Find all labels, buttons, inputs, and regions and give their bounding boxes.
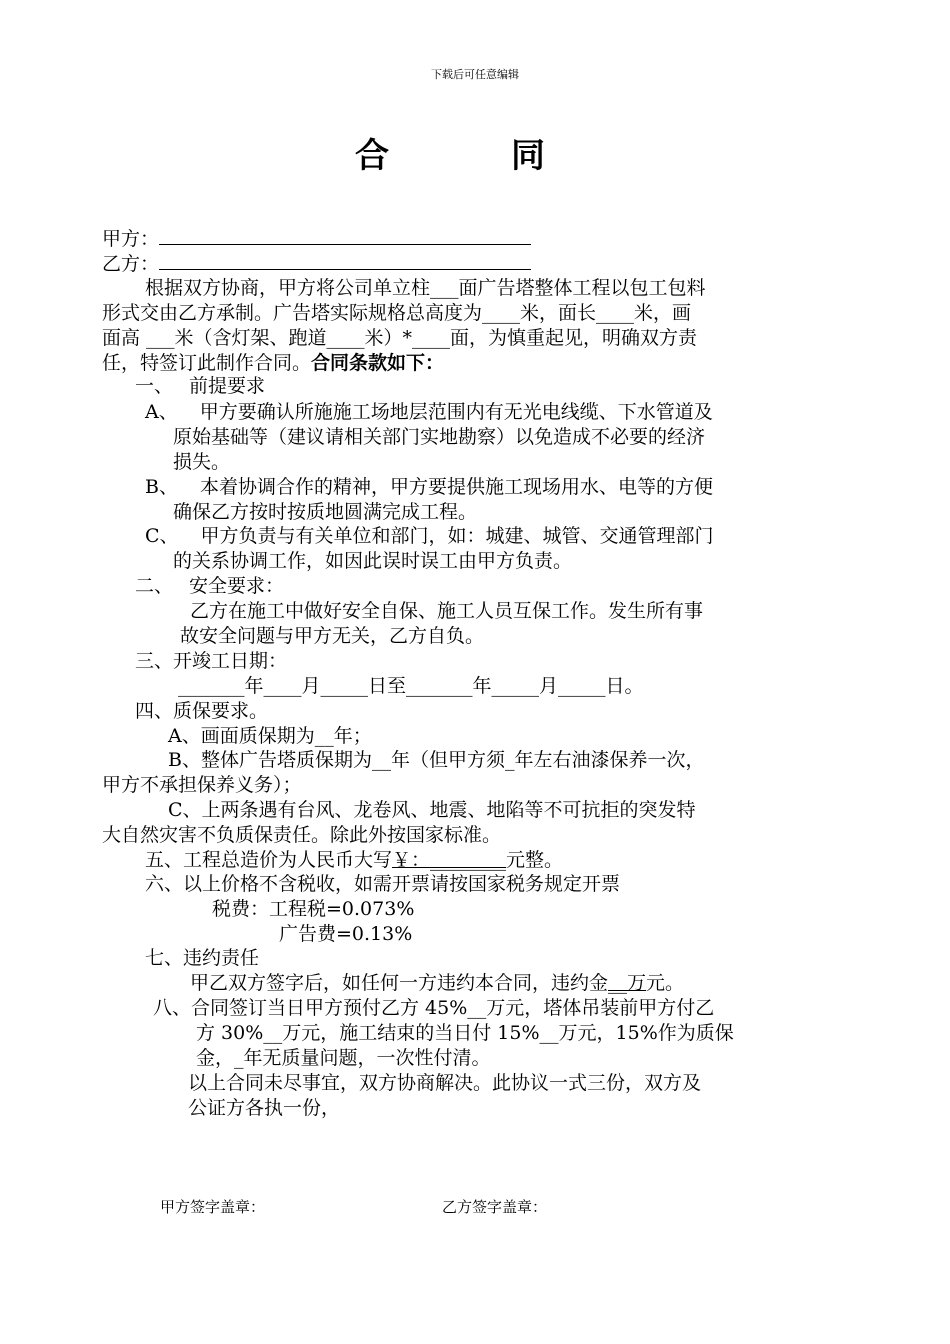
party-b-blank <box>159 251 531 270</box>
item-c-text-1: 甲方负责与有关单位和部门，如：城建、城管、交通管理部门 <box>200 525 714 547</box>
total-price-amount: ￥：________ <box>392 849 507 871</box>
intro-line-4 <box>102 351 444 376</box>
payment-line-1: 八、合同签订当日甲方预付乙方 45%__万元，塔体吊装前甲方付乙 <box>153 997 715 1019</box>
party-b-signature-label: 乙方签字盖章： <box>442 1198 548 1216</box>
penalty-text: 甲乙双方签字后，如任何一方违约本合同，违约金 <box>190 972 609 994</box>
section-1-heading <box>135 374 265 399</box>
section-7-heading: 七、违约责任 <box>145 947 260 969</box>
item-b-line-2: 确保乙方按时按质地圆满完成工程。 <box>173 501 478 523</box>
section-1-number: 一、 <box>135 375 174 397</box>
warranty-a: A、画面质保期为__年； <box>168 725 372 747</box>
warranty-c-line-2: 大自然灾害不负质保责任。除此外按国家标准。 <box>102 824 502 846</box>
intro-line-1: 根据双方协商，甲方将公司单立柱___面广告塔整体工程以包工包料 <box>145 277 706 299</box>
document-title <box>355 128 545 177</box>
closing-line-2: 公证方各执一份， <box>188 1097 341 1119</box>
party-a-blank <box>159 226 531 245</box>
penalty-amount: __万 <box>608 972 647 994</box>
payment-line-3: 金，_年无质量问题，一次性付清。 <box>196 1047 491 1069</box>
party-a-signature-label: 甲方签字盖章： <box>160 1198 266 1216</box>
section-2-line-2: 故安全问题与甲方无关，乙方自负。 <box>180 625 485 647</box>
penalty-line <box>190 971 684 996</box>
total-price-suffix: 元整。 <box>506 849 564 871</box>
item-a-line-3: 损失。 <box>173 451 231 473</box>
section-4-heading: 四、质保要求。 <box>135 700 269 722</box>
section-2-line-1: 乙方在施工中做好安全自保、施工人员互保工作。发生所有事 <box>190 600 704 622</box>
title-char-2: 同 <box>511 136 545 176</box>
party-a-label: 甲方： <box>102 228 160 250</box>
item-a-text-1: 甲方要确认所施施工场地层范围内有无光电线缆、下水管道及 <box>199 401 713 423</box>
header-note: 下载后可任意编辑 <box>431 68 519 81</box>
payment-line-2: 方 30%__万元，施工结束的当日付 15%__万元，15%作为质保 <box>196 1022 734 1044</box>
terms-heading: 合同条款如下： <box>311 352 445 374</box>
intro-line-3: 面高 ___米（含灯架、跑道____米）*____面，为慎重起见，明确双方责 <box>102 327 698 349</box>
total-price-text: 五、工程总造价为人民币大写 <box>145 849 393 871</box>
item-b-text-1: 本着协调合作的精神，甲方要提供施工现场用水、电等的方便 <box>199 476 713 498</box>
section-5-line <box>145 848 563 873</box>
party-a-line <box>102 226 531 252</box>
date-range-line: _______年____月_____日至_______年_____月_____日。 <box>178 675 644 697</box>
section-1-title: 前提要求 <box>189 375 266 397</box>
section-2-title: 安全要求： <box>189 575 285 597</box>
item-c-line-1 <box>145 524 714 549</box>
item-c-number: C、 <box>145 525 179 547</box>
warranty-c-line-1: C、上两条遇有台风、龙卷风、地震、地陷等不可抗拒的突发特 <box>168 799 696 821</box>
item-a-number: A、 <box>145 401 178 423</box>
item-b-number: B、 <box>145 476 178 498</box>
tax-rate-line: 税费：工程税=0.073% <box>212 898 415 920</box>
item-c-line-2: 的关系协调工作，如因此误时误工由甲方负责。 <box>173 550 573 572</box>
warranty-b-line-1: B、整体广告塔质保期为__年（但甲方须_年左右油漆保养一次， <box>168 749 705 771</box>
section-2-number: 二、 <box>135 575 174 597</box>
intro-line-2: 形式交由乙方承制。广告塔实际规格总高度为____米，面长____米，画 <box>102 302 692 324</box>
closing-line-1: 以上合同未尽事宜，双方协商解决。此协议一式三份，双方及 <box>188 1072 702 1094</box>
party-b-line <box>102 251 531 277</box>
section-6-line: 六、以上价格不含税收，如需开票请按国家税务规定开票 <box>145 873 621 895</box>
item-b-line-1 <box>145 475 713 500</box>
title-char-1: 合 <box>355 136 389 176</box>
party-b-label: 乙方： <box>102 253 160 275</box>
ad-fee-line: 广告费=0.13% <box>279 923 413 945</box>
item-a-line-2: 原始基础等（建议请相关部门实地勘察）以免造成不必要的经济 <box>173 426 706 448</box>
intro-line-4-text: 任，特签订此制作合同。 <box>102 352 312 374</box>
section-3-heading: 三、开竣工日期： <box>135 650 288 672</box>
warranty-b-line-2: 甲方不承担保养义务）； <box>102 774 302 796</box>
item-a-line-1 <box>145 400 713 425</box>
section-2-heading <box>135 574 284 599</box>
penalty-suffix: 元。 <box>646 972 685 994</box>
